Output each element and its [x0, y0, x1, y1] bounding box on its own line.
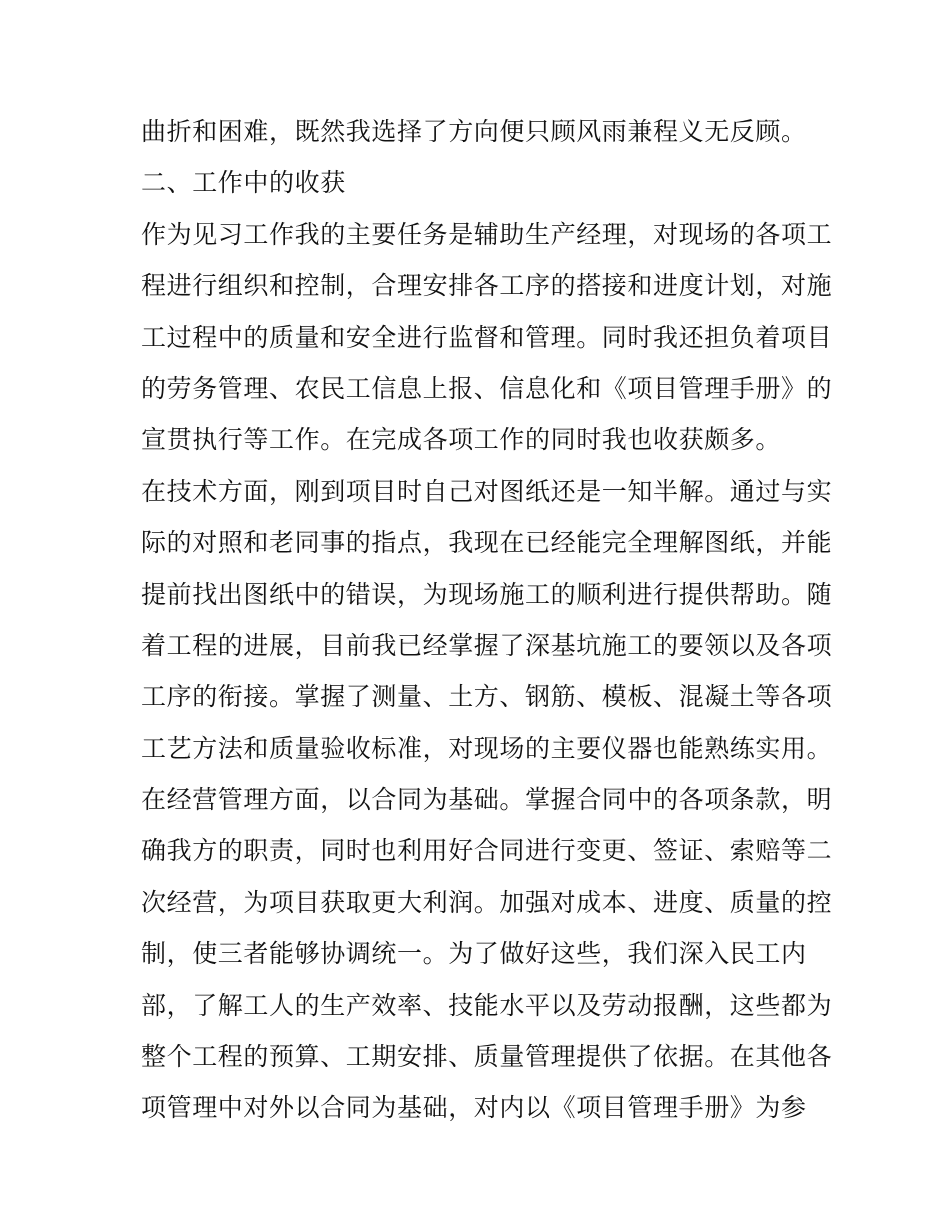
text-line: 宣贯执行等工作。在完成各项工作的同时我也收获颇多。: [141, 425, 782, 455]
text-line: 部，了解工人的生产效率、技能水平以及劳动报酬，这些都为: [141, 990, 833, 1020]
text-line: 制，使三者能够协调统一。为了做好这些，我们深入民工内: [141, 939, 807, 969]
text-line: 程进行组织和控制，合理安排各工序的搭接和进度计划，对施: [141, 271, 833, 301]
section-heading: 二、工作中的收获: [141, 168, 346, 198]
text-line: 在技术方面，刚到项目时自己对图纸还是一知半解。通过与实: [141, 476, 833, 506]
text-line: 整个工程的预算、工期安排、质量管理提供了依据。在其他各: [141, 1042, 833, 1072]
text-line: 项管理中对外以合同为基础，对内以《项目管理手册》为参: [141, 1093, 807, 1123]
text-line: 着工程的进展，目前我已经掌握了深基坑施工的要领以及各项: [141, 630, 833, 660]
text-line: 作为见习工作我的主要任务是辅助生产经理，对现场的各项工: [141, 219, 833, 249]
text-line: 提前找出图纸中的错误，为现场施工的顺利进行提供帮助。随: [141, 579, 833, 609]
text-line: 的劳务管理、农民工信息上报、信息化和《项目管理手册》的: [141, 373, 833, 403]
text-line: 在经营管理方面，以合同为基础。掌握合同中的各项条款，明: [141, 785, 833, 815]
text-line: 确我方的职责，同时也利用好合同进行变更、签证、索赔等二: [141, 836, 833, 866]
text-line: 际的对照和老同事的指点，我现在已经能完全理解图纸，并能: [141, 528, 833, 558]
text-line: 工序的衔接。掌握了测量、土方、钢筋、模板、混凝土等各项: [141, 682, 833, 712]
document-body: [141, 106, 833, 1134]
text-line: 次经营，为项目获取更大利润。加强对成本、进度、质量的控: [141, 887, 833, 917]
text-line: 工过程中的质量和安全进行监督和管理。同时我还担负着项目: [141, 322, 833, 352]
text-line: 曲折和困难，既然我选择了方向便只顾风雨兼程义无反顾。: [141, 117, 807, 146]
text-line: 工艺方法和质量验收标准，对现场的主要仪器也能熟练实用。: [141, 733, 833, 763]
